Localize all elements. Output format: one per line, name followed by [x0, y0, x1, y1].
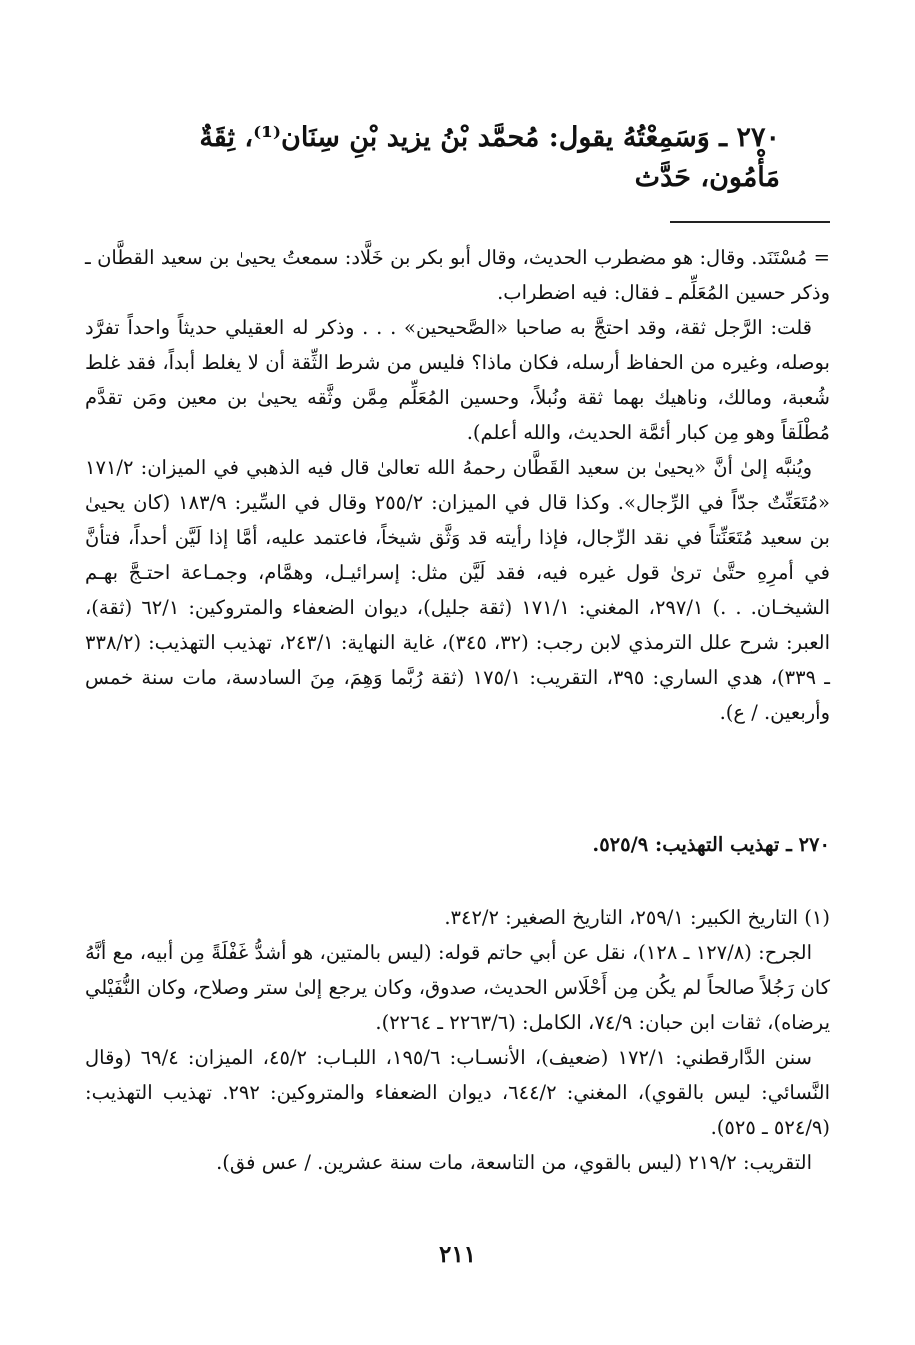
carry-over-paragraph: ويُنبَّه إلىٰ أنَّ «يحيىٰ بن سعيد القَطَّان رحمهُ الله تعالىٰ قال فيه الذهبي في الميزان: ١٧١/٢ «مُتَعَنِّتٌ جدّاً في الرِّجال». وكذا قال في الميزان: ٢٥٥/٢ وقال في السِّير: ١٨٣/٩ (كان يحيىٰ بن سعيد مُتَعَنِّتاً في نقد الرِّجال، فإذا رأيته قد وَثَّق شيخاً، فاعتمد عليه، أمَّا إذا لَيَّن أحداً، فتأنَّ في أمرِهِ حتَّىٰ ترىٰ قول غيره فيه، فقد لَيَّن مثل: إسرائيـل، وهمَّام، وجمـاعة احتـجَّ بهـم الشيخـان. . .) ٢٩٧/١، المغني: ١٧١/١ (ثقة جليل)، ديوان الضعفاء والمتروكين: ٦٢/١ (ثقة)، العبر: شرح علل الترمذي لابن رجب: (٣٢، ٣٤٥)، غاية النهاية: ٢٤٣/١، تهذيب التهذيب: (٣٣٨/٢ ـ ٣٣٩)، هدي الساري: ٣٩٥، التقريب: ١٧٥/١ (ثقة رُبَّما وَهِمَ، مِنَ السادسة، مات سنة خمس وأربعين. / ع). [85, 456, 831, 724]
footnotes [85, 900, 830, 1180]
carry-over-paragraph: = مُسْتَنَد. وقال: هو مضطرب الحديث، وقال أبو بكر بن خَلَّاد: سمعتُ يحيىٰ بن سعيد القطَّان ـ وذكر حسين المُعَلِّم ـ فقال: فيه اضطراب. [85, 246, 830, 304]
carry-over-footnote [85, 240, 830, 730]
footnote-divider [670, 221, 830, 223]
entry-reference: ٢٧٠ ـ تهذيب التهذيب: ٥٢٥/٩. [592, 833, 830, 856]
footnote-paragraph: التقريب: ٢١٩/٢ (ليس بالقوي، من التاسعة، مات سنة عشرين. / عس فق). [216, 1151, 812, 1174]
page-number: ٢١١ [438, 1241, 477, 1268]
footnote-paragraph: (١) التاريخ الكبير: ٢٥٩/١، التاريخ الصغير: ٣٤٢/٢. [444, 906, 830, 929]
footnote-paragraph: الجرح: (١٢٧/٨ ـ ١٢٨)، نقل عن أبي حاتم قوله: (ليس بالمتين، هو أشدُّ غَفْلَةً مِن أبيه، مع أنَّهُ كان رَجُلاً صالحاً لم يكُن مِن أَحْلَاس الحديث، صدوق، وكان يرجع إلىٰ ستر وصلاح، وكان النُّفَيْلي يرضاه)، ثقات ابن حبان: ٧٤/٩، الكامل: (٢٢٦٣/٦ ـ ٢٢٦٤). [85, 941, 830, 1034]
main-text-entry-270: ٢٧٠ ـ وَسَمِعْتُهُ يقول: مُحمَّد بْنُ يزيد بْنِ سِنَان⁽¹⁾، ثِقَةٌ مَأْمُون، حَدَّث [199, 122, 780, 193]
footnote-paragraph: سنن الدَّارقطني: ١٧٢/١ (ضعيف)، الأنسـاب: ١٩٥/٦، اللبـاب: ٤٥/٢، الميزان: ٦٩/٤ (وقال النَّسائي: ليس بالقوي)، المغني: ٦٤٤/٢، ديوان الضعفاء والمتروكين: ٢٩٢. تهذيب التهذيب: (٥٢٤/٩ ـ ٥٢٥). [85, 1046, 830, 1139]
carry-over-paragraph: قلت: الرَّجل ثقة، وقد احتجَّ به صاحبا «الصَّحيحين» . . . وذكر له العقيلي حديثاً واحداً تفرَّد بوصله، وغيره من الحفاظ أرسله، فكان ماذا؟ فليس من شرط الثِّقة أن لا يغلط أبداً، فقد غلط شُعبة، ومالك، وناهيك بهما ثقة ونُبلاً، وحسين المُعَلِّم مِمَّن وثَّقه يحيىٰ بن معين ومَن تقدَّم مُطْلَقاً وهو مِن كبار أئمَّة الحديث، والله أعلم). [85, 316, 830, 444]
